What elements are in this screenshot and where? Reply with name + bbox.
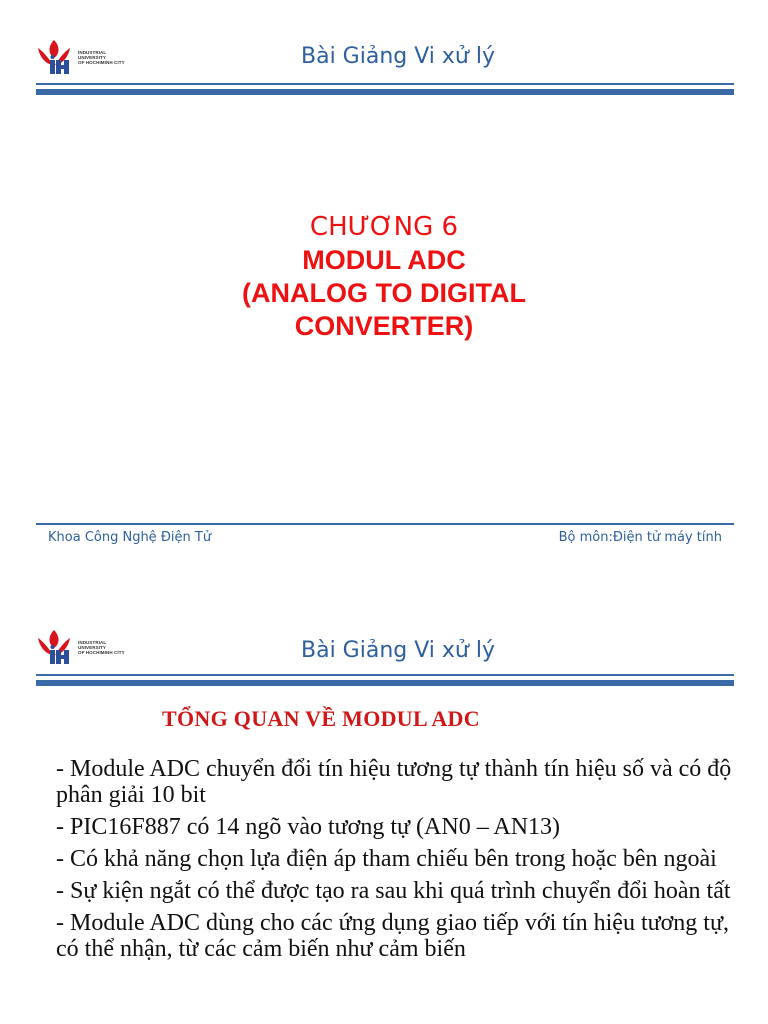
header-title: Bài Giảng Vi xử lý xyxy=(301,44,495,69)
bullet-item: - Module ADC dùng cho các ứng dụng giao tiếp với tín hiệu tương tự, có thể nhận, từ các cảm biến như cảm biến xyxy=(56,910,729,962)
bullet-item: - Sự kiện ngắt có thể được tạo ra sau khi quá trình chuyển đổi hoàn tất xyxy=(56,878,731,904)
logo-text: INDUSTRIAL UNIVERSITY OF HOCHIMINH CITY xyxy=(78,640,125,655)
footer-department: Khoa Công Nghệ Điện Tử xyxy=(48,530,212,545)
header-divider xyxy=(36,83,734,85)
chapter-block xyxy=(0,210,768,343)
logo-text: INDUSTRIAL UNIVERSITY OF HOCHIMINH CITY xyxy=(78,50,125,65)
header-title: Bài Giảng Vi xử lý xyxy=(301,638,495,663)
section-title: TỔNG QUAN VỀ MODUL ADC xyxy=(162,706,480,731)
slide-overview xyxy=(0,598,768,1024)
footer-section: Bộ môn:Điện tử máy tính xyxy=(558,530,722,545)
chapter-number: CHƯƠNG 6 xyxy=(309,212,459,242)
bullet-item: - Module ADC chuyển đổi tín hiệu tương tự thành tín hiệu số và có độ phân giải 10 bit xyxy=(56,756,732,808)
header-divider-thick xyxy=(36,680,734,686)
bullet-list xyxy=(56,756,736,968)
header-divider-thick xyxy=(36,89,734,95)
bullet-item: - PIC16F887 có 14 ngõ vào tương tự (AN0 – AN13) xyxy=(56,814,561,840)
bullet-item: - Có khả năng chọn lựa điện áp tham chiếu bên trong hoặc bên ngoài xyxy=(56,846,717,872)
header-divider xyxy=(36,674,734,676)
chapter-title: MODUL ADC (ANALOG TO DIGITAL CONVERTER) xyxy=(242,245,526,341)
footer-divider xyxy=(36,523,734,525)
